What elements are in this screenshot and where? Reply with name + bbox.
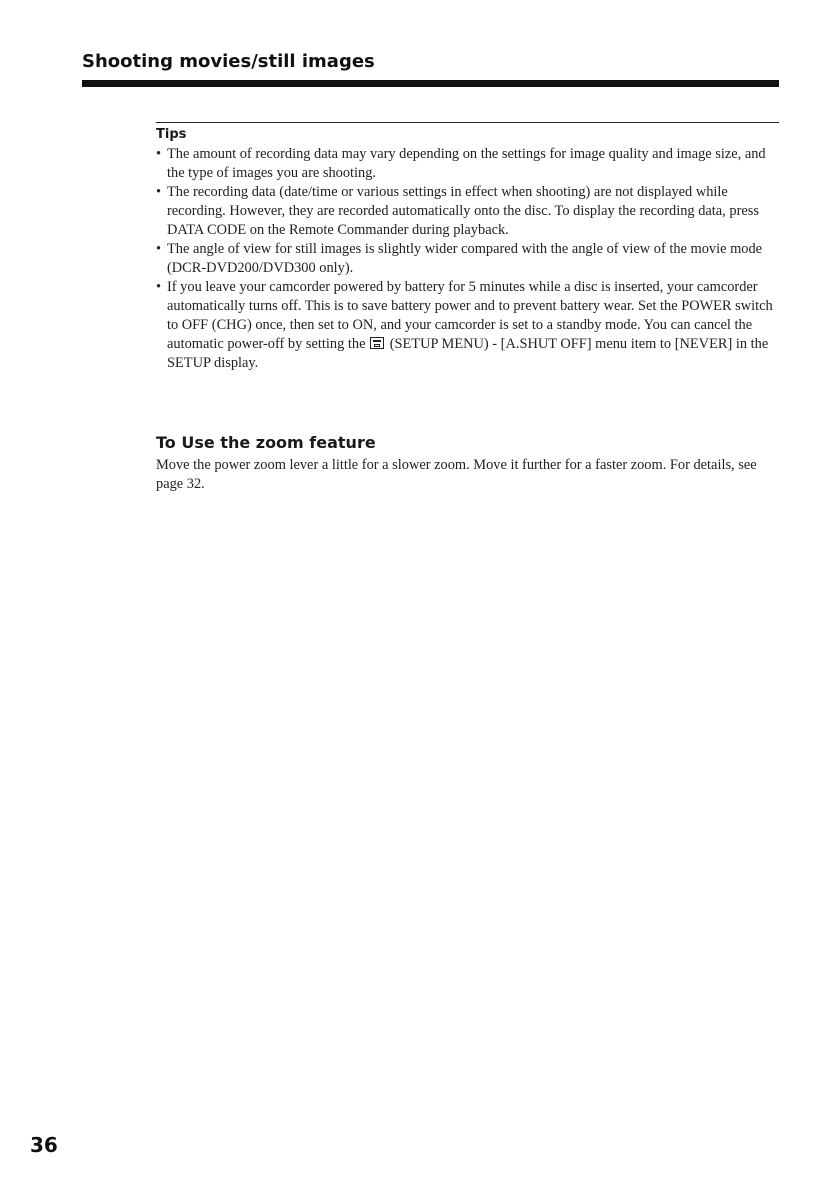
tip-item xyxy=(156,240,781,278)
section-title: Shooting movies/still images xyxy=(82,51,375,72)
tip-item xyxy=(156,183,781,240)
tip-text: The amount of recording data may vary depending on the settings for image quality and image size, and the type of images you are shooting. xyxy=(167,146,766,181)
tips-rule xyxy=(156,122,779,123)
tips-list xyxy=(156,145,781,373)
tip-text: If you leave your camcorder powered by battery for 5 minutes while a disc is inserted, your camcorder automatically turns off. This is to save battery power and to prevent battery wear. Set the POWER switch to OFF (CHG) once, then set to ON, and your camcorder is set to a standby mode. You can cancel the automatic power-off by setting the xyxy=(167,279,773,352)
tip-text: The recording data (date/time or various settings in effect when shooting) are not displayed while recording. However, they are recorded automatically onto the disc. To display the recording data, press DATA CODE on the Remote Commander during playback. xyxy=(167,184,759,238)
header-rule xyxy=(82,80,779,87)
tip-item xyxy=(156,145,781,183)
zoom-heading: To Use the zoom feature xyxy=(156,433,376,452)
tips-title: Tips xyxy=(156,127,187,142)
tip-item xyxy=(156,278,781,373)
zoom-body: Move the power zoom lever a little for a slower zoom. Move it further for a faster zoom. For details, see page 32. xyxy=(156,457,757,492)
tip-text-continued: (SETUP MENU) - [A.SHUT OFF] menu item to [NEVER] in the SETUP display. xyxy=(167,336,769,371)
page-number: 36 xyxy=(30,1133,58,1157)
tip-text: The angle of view for still images is slightly wider compared with the angle of view of the movie mode (DCR-DVD200/DVD300 only). xyxy=(167,241,763,276)
setup-menu-icon xyxy=(370,337,384,349)
